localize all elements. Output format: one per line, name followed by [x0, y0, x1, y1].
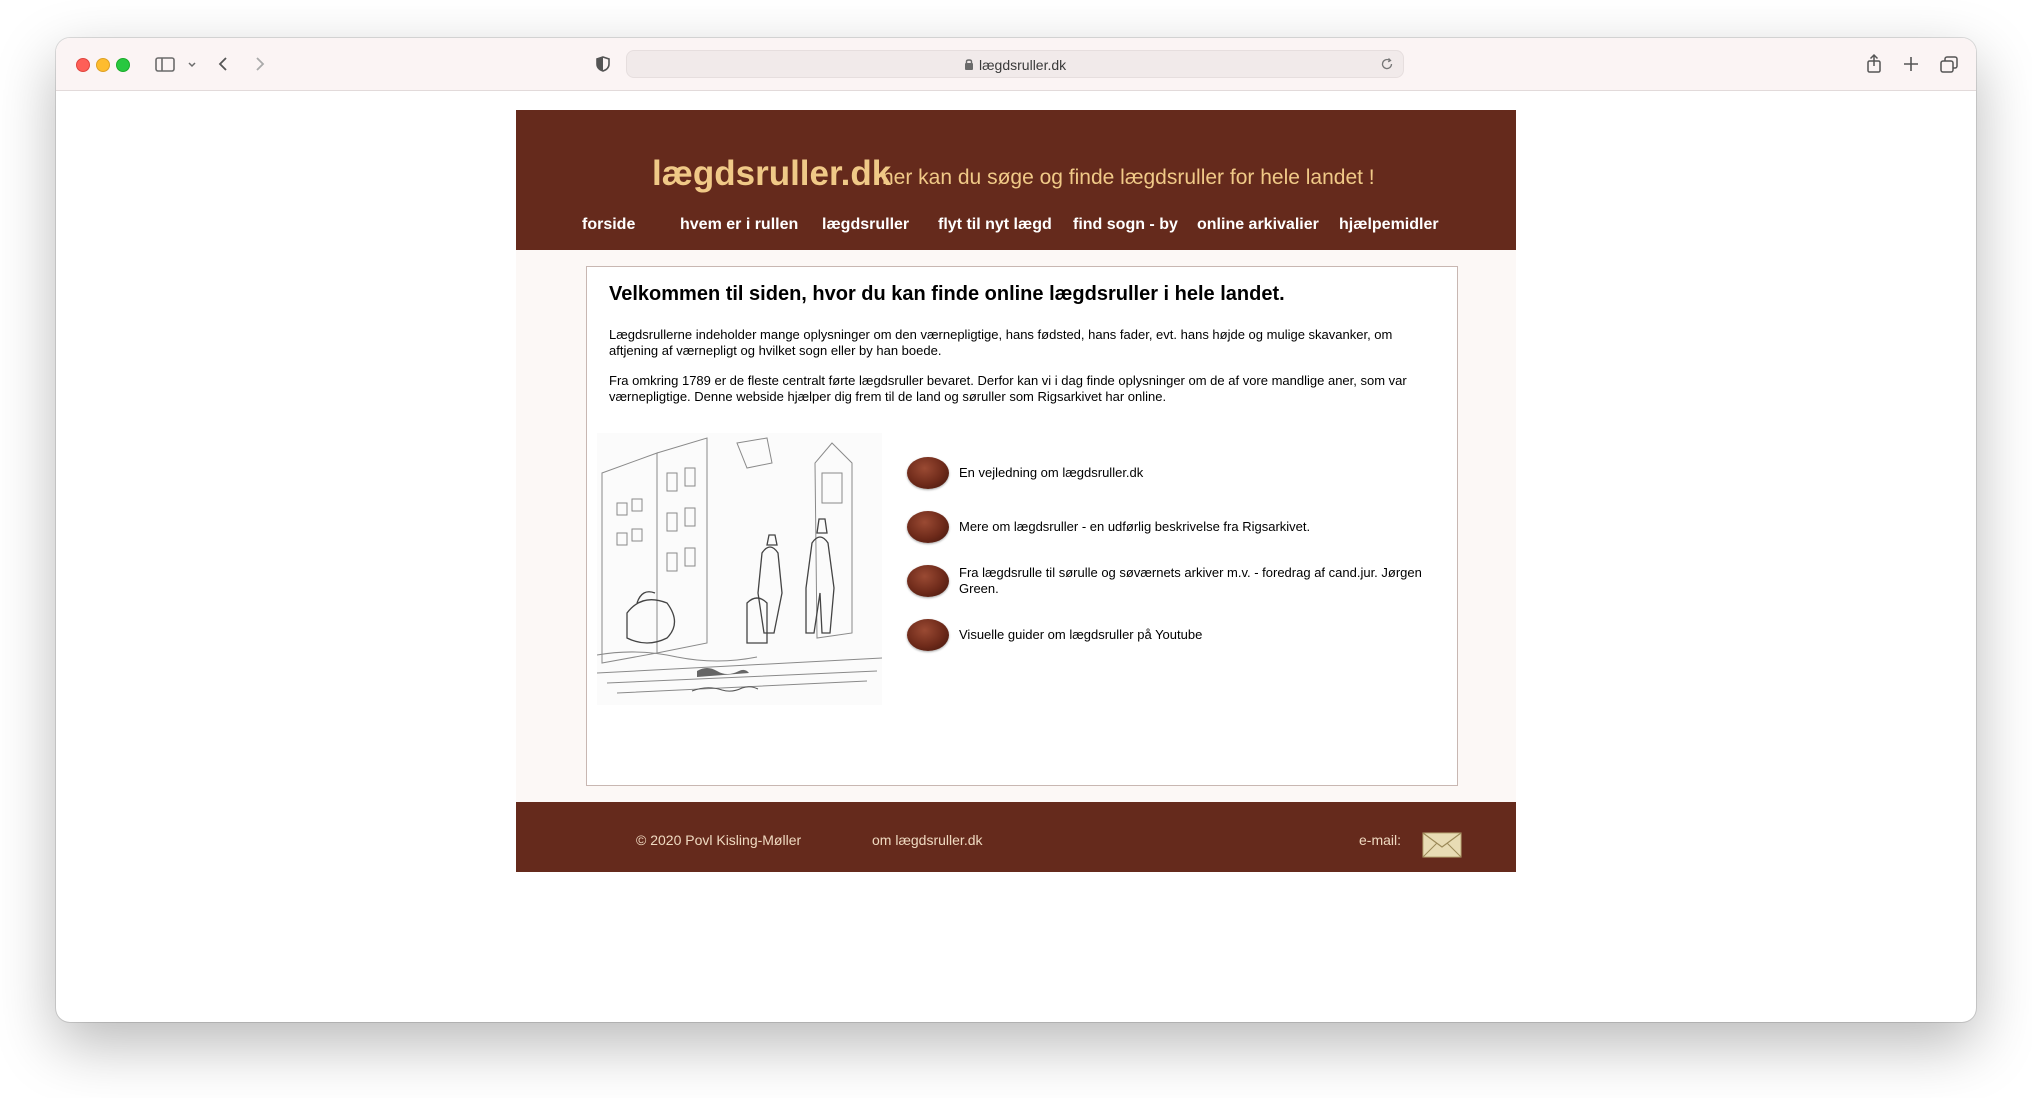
forward-arrow-icon[interactable] [252, 52, 268, 76]
site-title[interactable]: lægdsruller.dk [652, 154, 892, 193]
bullet-button-icon[interactable] [907, 511, 949, 543]
privacy-shield-icon[interactable] [594, 52, 612, 76]
link-label[interactable]: En vejledning om lægdsruller.dk [959, 465, 1144, 480]
nav-item-laegdsruller[interactable]: lægdsruller [822, 216, 910, 233]
nav-item-forside[interactable]: forside [582, 216, 636, 233]
page-heading: Velkommen til siden, hvor du kan finde online lægdsruller i hele landet. [609, 283, 1285, 305]
reload-icon[interactable] [1379, 56, 1395, 77]
browser-toolbar [56, 38, 1976, 91]
close-window-button[interactable] [76, 58, 90, 72]
site-footer [516, 802, 1516, 872]
email-label: e-mail: [1359, 832, 1402, 848]
sidebar-toggle-icon[interactable] [154, 52, 176, 76]
bullet-button-icon[interactable] [907, 619, 949, 651]
site-header [516, 110, 1516, 250]
site-tagline: her kan du søge og finde lægdsruller for hele landet ! [882, 166, 1375, 189]
nav-item-hvem-er-i-rullen[interactable]: hvem er i rullen [680, 216, 799, 233]
lock-icon [963, 57, 975, 76]
link-label[interactable]: Fra lægdsrulle til sørulle og søværnets arkiver m.v. - foredrag af cand.jur. Jørgen Green. [959, 565, 1422, 596]
tab-overview-icon[interactable] [1938, 52, 1960, 76]
copyright-text: © 2020 Povl Kisling-Møller [636, 832, 802, 848]
bullet-button-icon[interactable] [907, 457, 949, 489]
url-text: lægdsruller.dk [979, 57, 1067, 73]
link-label[interactable]: Mere om lægdsruller - en udførlig beskrivelse fra Rigsarkivet. [959, 519, 1311, 534]
nav-item-find-sogn-by[interactable]: find sogn - by [1073, 216, 1178, 233]
link-label[interactable]: Visuelle guider om lægdsruller på Youtube [959, 627, 1203, 642]
address-bar[interactable] [626, 50, 1404, 78]
back-arrow-icon[interactable] [216, 52, 232, 76]
street-scene-illustration [597, 433, 882, 705]
zoom-window-button[interactable] [116, 58, 130, 72]
chevron-down-icon[interactable] [186, 52, 198, 76]
new-tab-plus-icon[interactable] [1902, 52, 1920, 76]
bullet-button-icon[interactable] [907, 565, 949, 597]
history-paragraph: Fra omkring 1789 er de fleste centralt førte lægdsruller bevaret. Derfor kan vi i dag finde oplysninger om de af vore mandlige aner, som var værnepligtige. Denne webside hjælper dig frem til de land og søruller som Rigsarkivet har online. [609, 373, 1407, 404]
nav-item-online-arkivalier[interactable]: online arkivalier [1197, 216, 1319, 233]
content-box [586, 266, 1458, 786]
nav-item-hjaelpemidler[interactable]: hjælpemidler [1339, 216, 1439, 233]
minimize-window-button[interactable] [96, 58, 110, 72]
browser-window [56, 38, 1976, 1022]
content-background [516, 250, 1516, 802]
web-page [516, 110, 1516, 870]
nav-item-flyt-til-nyt-laegd[interactable]: flyt til nyt lægd [938, 216, 1052, 233]
intro-paragraph: Lægdsrullerne indeholder mange oplysninger om den værnepligtige, hans fødsted, hans fader, evt. hans højde og mulige skavanker, om aftjening af værnepligt og hvilket sogn eller by han boede. [609, 327, 1393, 358]
envelope-icon[interactable] [1422, 832, 1462, 861]
about-link[interactable]: om lægdsruller.dk [872, 832, 983, 848]
share-icon[interactable] [1864, 52, 1884, 76]
